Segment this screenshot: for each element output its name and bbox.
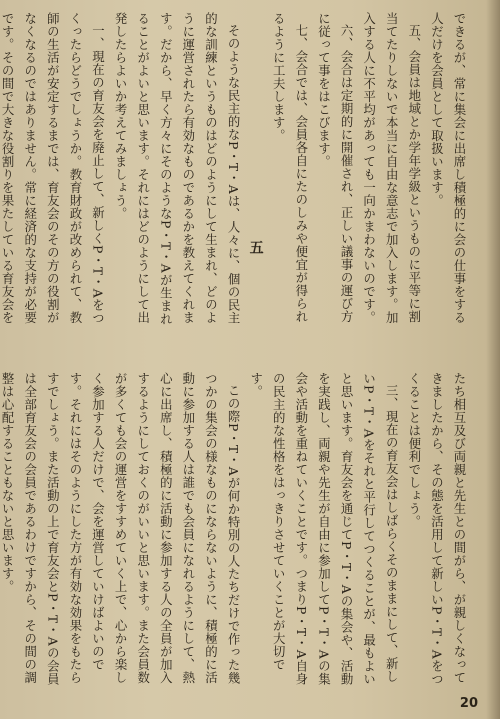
numbered-paragraph: 三、現在の育友会はしばらくそのままにして、新しいP・T・Aをそれと平行してつくることが、最もよいと思います。育友会を通じてP・T・Aの集会や、活動を実践し、両親や先生が自由に参加してP・T・Aの集会や活動を重ねていくことです。つまりP・T・A自身の民主的な性格をはっきりさせていくことが大切です。 xyxy=(248,372,400,686)
text-line: できるが、常に集会に出席し積極的に会の仕事をする人だけを会員として取扱います。 xyxy=(429,12,467,324)
section-heading: 五 xyxy=(247,240,264,256)
text-line: たち相互及び両親と先生との間がら、が親しくなってきましたから、その態を活用して新しいP・T・Aをつくることは便利でしょう。 xyxy=(406,372,467,686)
numbered-paragraph: 一、現在の育友会を廃止して、新しくP・T・Aをつくったらどうでしょうか。教育財政が改められて、教師の生活が安定するまでは、育友会のその方の役割がなくなるのではありません。常に経済的な支持が必要です。その間で大きな役割りを果たしている育友会を xyxy=(0,12,106,325)
numbered-paragraph: 五、会員は地域とか学年学級というものに平等に割当てたりしないで本当に自由な意志で加入します。加入する人に不平均があっても一向かまわないのです。 xyxy=(361,12,422,324)
paragraph: そのような民主的なP・T・Aは、人々に、個の民主的な訓練というものはどのようにして生まれ、どのように運営されたら有効なものであるかを教えてくれます。だから、早く方々にそのようなP・T・Aが生まれることがよいと思います。それにはどのようにして出発したらよいか考えてみましょう。 xyxy=(113,12,242,326)
lower-text-block xyxy=(0,372,470,690)
numbered-paragraph: 七、会合では、会員各自にたのしみや便宜が得られるように工夫します。 xyxy=(271,12,309,324)
upper-text-block xyxy=(0,12,470,334)
page-spine-shadow xyxy=(486,0,500,719)
paragraph: この際P・T・Aが何か特別の人たちだけで作った幾つかの集会の様なものにならないように、積極的に活動に参加する人は誰でも会員になれるようにして、熱心に出席し、積極的に活動に参加する人の全員が加入するようにしておくのがいいと思います。また会員数が多くても会の運営をすすめていく上で、心から楽しく参加する人だけで、会を運営していけばよいのです。それにはそのようにした方が有効な効果をもたらすでしょう。また活動の上で育友会とP・T・Aの会員は全部育友会の会員であるわけですから、その間の調整は心配することもないと思います。 xyxy=(0,372,242,686)
page-number: 20 xyxy=(459,696,478,711)
numbered-paragraph: 六、会合は定期的に開催され、正しい議事の運び方に従って事をはこびます。 xyxy=(316,12,355,324)
